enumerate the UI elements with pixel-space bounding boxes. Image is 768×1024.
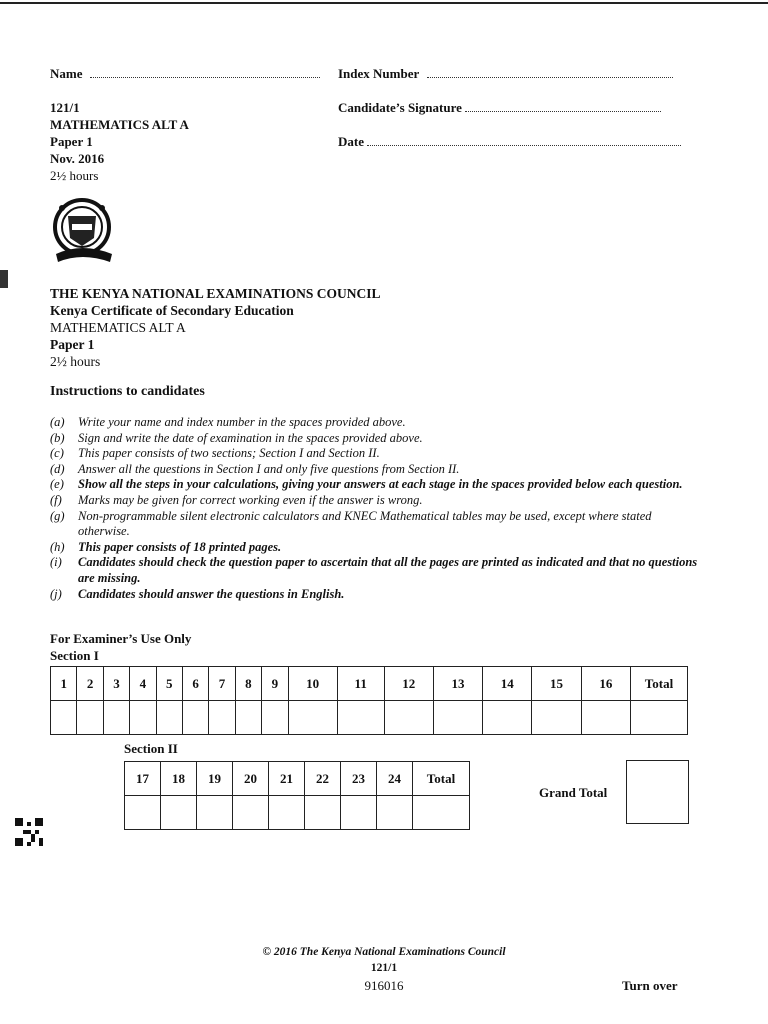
index-number-label: Index Number: [338, 66, 420, 81]
name-label: Name: [50, 66, 83, 81]
signature-field[interactable]: [338, 99, 661, 116]
section2-col-header: 18: [161, 762, 197, 796]
council-paper: Paper 1: [50, 337, 95, 352]
instruction-marker: (i): [50, 555, 62, 570]
qr-code-icon: [15, 818, 43, 846]
instruction-item: [50, 415, 700, 431]
section1-score-cell[interactable]: [288, 701, 337, 735]
section1-col-header: 13: [433, 667, 482, 701]
instructions-list: [50, 415, 700, 602]
instruction-text: This paper consists of 18 printed pages.: [78, 539, 282, 554]
certificate-name: Kenya Certificate of Secondary Education: [50, 303, 294, 318]
section1-score-cell[interactable]: [156, 701, 182, 735]
index-number-field[interactable]: [338, 65, 673, 82]
section2-col-header: 23: [341, 762, 377, 796]
section1-col-header: 16: [581, 667, 630, 701]
section1-score-cell[interactable]: [631, 701, 688, 735]
section1-score-cell[interactable]: [581, 701, 630, 735]
instruction-text: Answer all the questions in Section I and only five questions from Section II.: [78, 461, 460, 476]
section2-label: Section II: [124, 741, 178, 756]
section2-score-cell[interactable]: [413, 796, 470, 830]
instruction-item: [50, 587, 700, 603]
date-field[interactable]: [338, 133, 681, 150]
instructions-title: Instructions to candidates: [50, 384, 205, 399]
instruction-marker: (a): [50, 415, 65, 429]
section2-score-cell[interactable]: [197, 796, 233, 830]
section1-score-cell[interactable]: [51, 701, 77, 735]
turn-over-label: Turn over: [622, 978, 678, 993]
date-label: Date: [338, 134, 364, 149]
scan-edge-line: [0, 2, 768, 4]
section2-col-header: 24: [377, 762, 413, 796]
instruction-text: Show all the steps in your calculations, giving your answers at each stage in the spaces provided below each question.: [78, 477, 683, 492]
section2-score-cell[interactable]: [305, 796, 341, 830]
council-duration: 2½ hours: [50, 354, 101, 369]
instruction-item: [50, 493, 700, 509]
section1-col-header: 9: [262, 667, 288, 701]
section1-col-header: 1: [51, 667, 77, 701]
date-line[interactable]: [367, 133, 681, 146]
section1-label: Section I: [50, 648, 99, 663]
section1-col-header: 10: [288, 667, 337, 701]
instruction-text: Non-programmable silent electronic calculators and KNEC Mathematical tables may be used, except where stated otherwise.: [78, 508, 652, 539]
grand-total-label: Grand Total: [539, 785, 608, 800]
examiner-block: [50, 630, 191, 664]
paper-number: Paper 1: [50, 134, 93, 149]
section1-score-cell[interactable]: [103, 701, 129, 735]
name-line[interactable]: [90, 65, 320, 78]
section1-col-header: 11: [337, 667, 384, 701]
council-subject: MATHEMATICS ALT A: [50, 320, 186, 335]
section1-col-header: 14: [483, 667, 532, 701]
section1-col-header: 8: [235, 667, 261, 701]
instruction-text: Marks may be given for correct working even if the answer is wrong.: [78, 492, 423, 507]
section1-score-cell[interactable]: [77, 701, 103, 735]
knec-crest-icon: [48, 194, 120, 268]
section2-score-cell[interactable]: [377, 796, 413, 830]
paper-subject: MATHEMATICS ALT A: [50, 117, 189, 132]
signature-label: Candidate’s Signature: [338, 100, 462, 115]
section2-score-cell[interactable]: [233, 796, 269, 830]
instruction-item: [50, 477, 700, 493]
section1-score-cell[interactable]: [337, 701, 384, 735]
section2-score-cell[interactable]: [125, 796, 161, 830]
section2-col-header: 17: [125, 762, 161, 796]
instruction-marker: (e): [50, 477, 64, 492]
instruction-item: [50, 431, 700, 447]
section2-score-row: [125, 796, 470, 830]
section1-col-header: 2: [77, 667, 103, 701]
section1-score-cell[interactable]: [262, 701, 288, 735]
copyright-line: © 2016 The Kenya National Examinations Council: [262, 946, 506, 958]
section2-score-cell[interactable]: [269, 796, 305, 830]
examiner-title: For Examiner’s Use Only: [50, 631, 192, 646]
paper-header: [50, 99, 189, 184]
section1-score-cell[interactable]: [130, 701, 156, 735]
section1-col-header: 4: [130, 667, 156, 701]
paper-code: 121/1: [50, 100, 80, 115]
paper-duration: 2½ hours: [50, 168, 99, 183]
section2-score-cell[interactable]: [341, 796, 377, 830]
section1-col-header: Total: [631, 667, 688, 701]
section1-col-header: 7: [209, 667, 235, 701]
section2-score-cell[interactable]: [161, 796, 197, 830]
section2-col-header: Total: [413, 762, 470, 796]
instruction-text: Write your name and index number in the spaces provided above.: [78, 415, 406, 429]
instruction-text: This paper consists of two sections; Section I and Section II.: [78, 446, 380, 461]
instruction-marker: (b): [50, 430, 65, 445]
grand-total-box[interactable]: [626, 760, 689, 824]
section1-col-header: 12: [384, 667, 433, 701]
council-block: [50, 285, 381, 370]
section1-col-header: 5: [156, 667, 182, 701]
name-field[interactable]: [50, 65, 320, 82]
section2-col-header: 22: [305, 762, 341, 796]
section1-score-cell[interactable]: [532, 701, 581, 735]
section2-col-header: 20: [233, 762, 269, 796]
signature-line[interactable]: [465, 99, 661, 112]
instruction-text: Candidates should check the question paper to ascertain that all the pages are printed as indicated and that no questions are missing.: [78, 555, 698, 585]
instruction-text: Candidates should answer the questions in English.: [78, 586, 345, 601]
footer-number: 916016: [364, 978, 404, 993]
instruction-marker: (h): [50, 539, 65, 554]
section2-header-row: [125, 762, 470, 796]
section1-score-cell[interactable]: [235, 701, 261, 735]
section1-score-cell[interactable]: [384, 701, 433, 735]
instruction-item: [50, 462, 700, 478]
instruction-item: [50, 446, 700, 462]
section1-col-header: 3: [103, 667, 129, 701]
instruction-item: [50, 540, 700, 556]
instruction-marker: (j): [50, 586, 62, 601]
section1-score-cell[interactable]: [182, 701, 208, 735]
section1-col-header: 6: [182, 667, 208, 701]
section1-score-cell[interactable]: [483, 701, 532, 735]
instruction-marker: (d): [50, 461, 65, 476]
section1-header-row: [51, 667, 688, 701]
section1-col-header: 15: [532, 667, 581, 701]
footer-paper-code: 121/1: [370, 962, 398, 974]
instruction-marker: (c): [50, 446, 64, 461]
section1-score-cell[interactable]: [433, 701, 482, 735]
index-number-line[interactable]: [427, 65, 673, 78]
council-name: THE KENYA NATIONAL EXAMINATIONS COUNCIL: [50, 286, 381, 301]
section2-col-header: 19: [197, 762, 233, 796]
paper-sitting: Nov. 2016: [50, 151, 105, 166]
section1-score-row: [51, 701, 688, 735]
instruction-text: Sign and write the date of examination in the spaces provided above.: [78, 430, 423, 445]
section1-score-cell[interactable]: [209, 701, 235, 735]
instruction-item: [50, 509, 700, 540]
instruction-marker: (g): [50, 508, 65, 523]
instruction-item: [50, 555, 700, 586]
section1-score-table: [50, 666, 688, 735]
instruction-marker: (f): [50, 492, 62, 507]
scan-registration-mark: [0, 270, 8, 288]
section2-col-header: 21: [269, 762, 305, 796]
section2-score-table: [124, 761, 470, 830]
